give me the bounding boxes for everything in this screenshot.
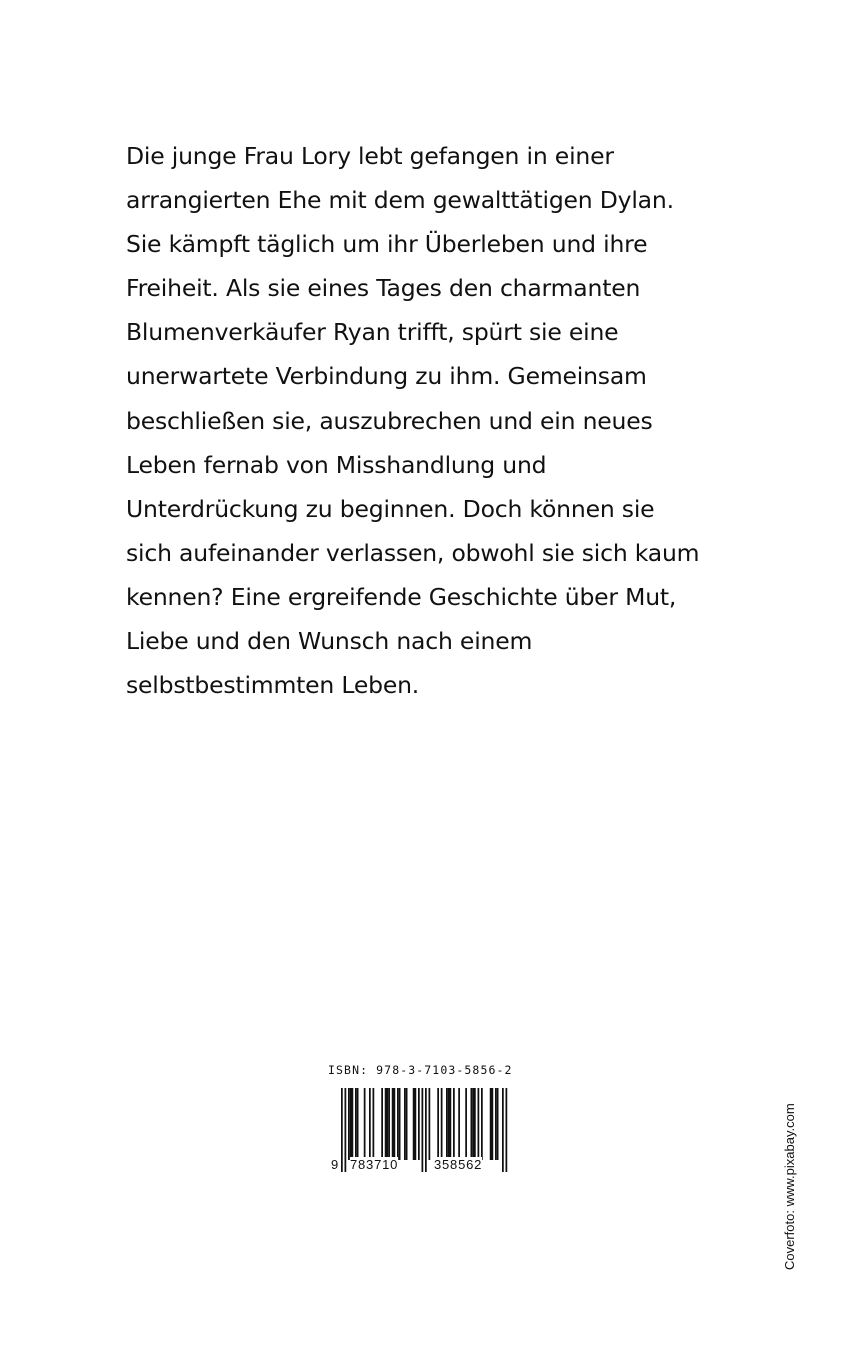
barcode-left-digits: 783710 xyxy=(350,1157,399,1172)
barcode-guard-bar xyxy=(345,1088,347,1172)
barcode-bar xyxy=(492,1088,494,1160)
blurb-line: selbstbestimmten Leben. xyxy=(126,671,420,700)
barcode-bar xyxy=(355,1088,357,1160)
barcode-bar xyxy=(472,1088,474,1160)
blurb-line: beschließen sie, auszubrechen und ein neues xyxy=(126,406,653,435)
barcode-bar xyxy=(474,1088,476,1160)
barcode-guard-bar xyxy=(341,1088,343,1172)
blurb-line: Blumenverkäufer Ryan trifft, spürt sie eine xyxy=(126,318,619,347)
barcode-bar xyxy=(446,1088,448,1160)
blurb-line: Unterdrückung zu beginnen. Doch können sie xyxy=(126,494,655,523)
blurb-line: Freiheit. Als sie eines Tages den charmanten xyxy=(126,274,641,303)
barcode-guard-bar xyxy=(502,1088,504,1172)
barcode-bar xyxy=(465,1088,467,1160)
blurb-line: kennen? Eine ergreifende Geschichte über Mut, xyxy=(126,582,677,611)
barcode-right-digits: 358562 xyxy=(434,1157,483,1172)
barcode-bar xyxy=(413,1088,415,1160)
barcode-guard-bar xyxy=(422,1088,424,1172)
blurb-line: unerwartete Verbindung zu ihm. Gemeinsam xyxy=(126,362,647,391)
barcode-bar xyxy=(381,1088,383,1160)
barcode-bar xyxy=(453,1088,455,1160)
blurb-line: Die junge Frau Lory lebt gefangen in einer xyxy=(126,142,614,170)
barcode-guard-bar xyxy=(506,1088,508,1172)
barcode-bar xyxy=(399,1088,401,1160)
blurb-line: Sie kämpft täglich um ihr Überleben und ihre xyxy=(126,230,648,259)
barcode-bar xyxy=(450,1088,452,1160)
barcode-bar xyxy=(369,1088,371,1160)
barcode-bar xyxy=(348,1088,350,1160)
barcode-bar xyxy=(352,1088,354,1160)
barcode xyxy=(326,1084,536,1176)
isbn-label: ISBN: 978-3-7103-5856-2 xyxy=(328,1063,513,1077)
cover-photo-credit: Coverfoto: www.pixabay.com xyxy=(782,1103,797,1270)
barcode-bar xyxy=(471,1088,473,1160)
barcode-bar xyxy=(387,1088,389,1160)
barcode-bar xyxy=(481,1088,483,1160)
barcode-bar xyxy=(490,1088,492,1160)
barcode-bar xyxy=(415,1088,417,1160)
barcode-bar xyxy=(394,1088,396,1160)
barcode-bar xyxy=(392,1088,394,1160)
barcode-bar xyxy=(458,1088,460,1160)
barcode-bar xyxy=(497,1088,499,1160)
barcode-bar xyxy=(385,1088,387,1160)
barcode-bar xyxy=(437,1088,439,1160)
barcode-bar xyxy=(441,1088,443,1160)
barcode-bar xyxy=(404,1088,406,1160)
barcode-bar xyxy=(357,1088,359,1160)
barcode-bar xyxy=(388,1088,390,1160)
barcode-bar xyxy=(418,1088,420,1160)
blurb-text xyxy=(126,134,716,707)
barcode-lead-digit: 9 xyxy=(331,1157,340,1172)
barcode-guard-bar xyxy=(425,1088,427,1172)
blurb-line: arrangierten Ehe mit dem gewalttätigen Dylan. xyxy=(126,186,674,215)
barcode-bar xyxy=(406,1088,408,1160)
barcode-bar xyxy=(429,1088,431,1160)
blurb-line: sich aufeinander verlassen, obwohl sie sich kaum xyxy=(126,538,700,567)
barcode-bar xyxy=(397,1088,399,1160)
barcode-bar xyxy=(364,1088,366,1160)
barcode-bar xyxy=(373,1088,375,1160)
barcode-bar xyxy=(478,1088,480,1160)
barcode-bar xyxy=(350,1088,352,1160)
blurb-line: Liebe und den Wunsch nach einem xyxy=(126,627,533,656)
barcode-bar xyxy=(448,1088,450,1160)
barcode-bar xyxy=(495,1088,497,1160)
blurb-line: Leben fernab von Misshandlung und xyxy=(126,450,547,479)
